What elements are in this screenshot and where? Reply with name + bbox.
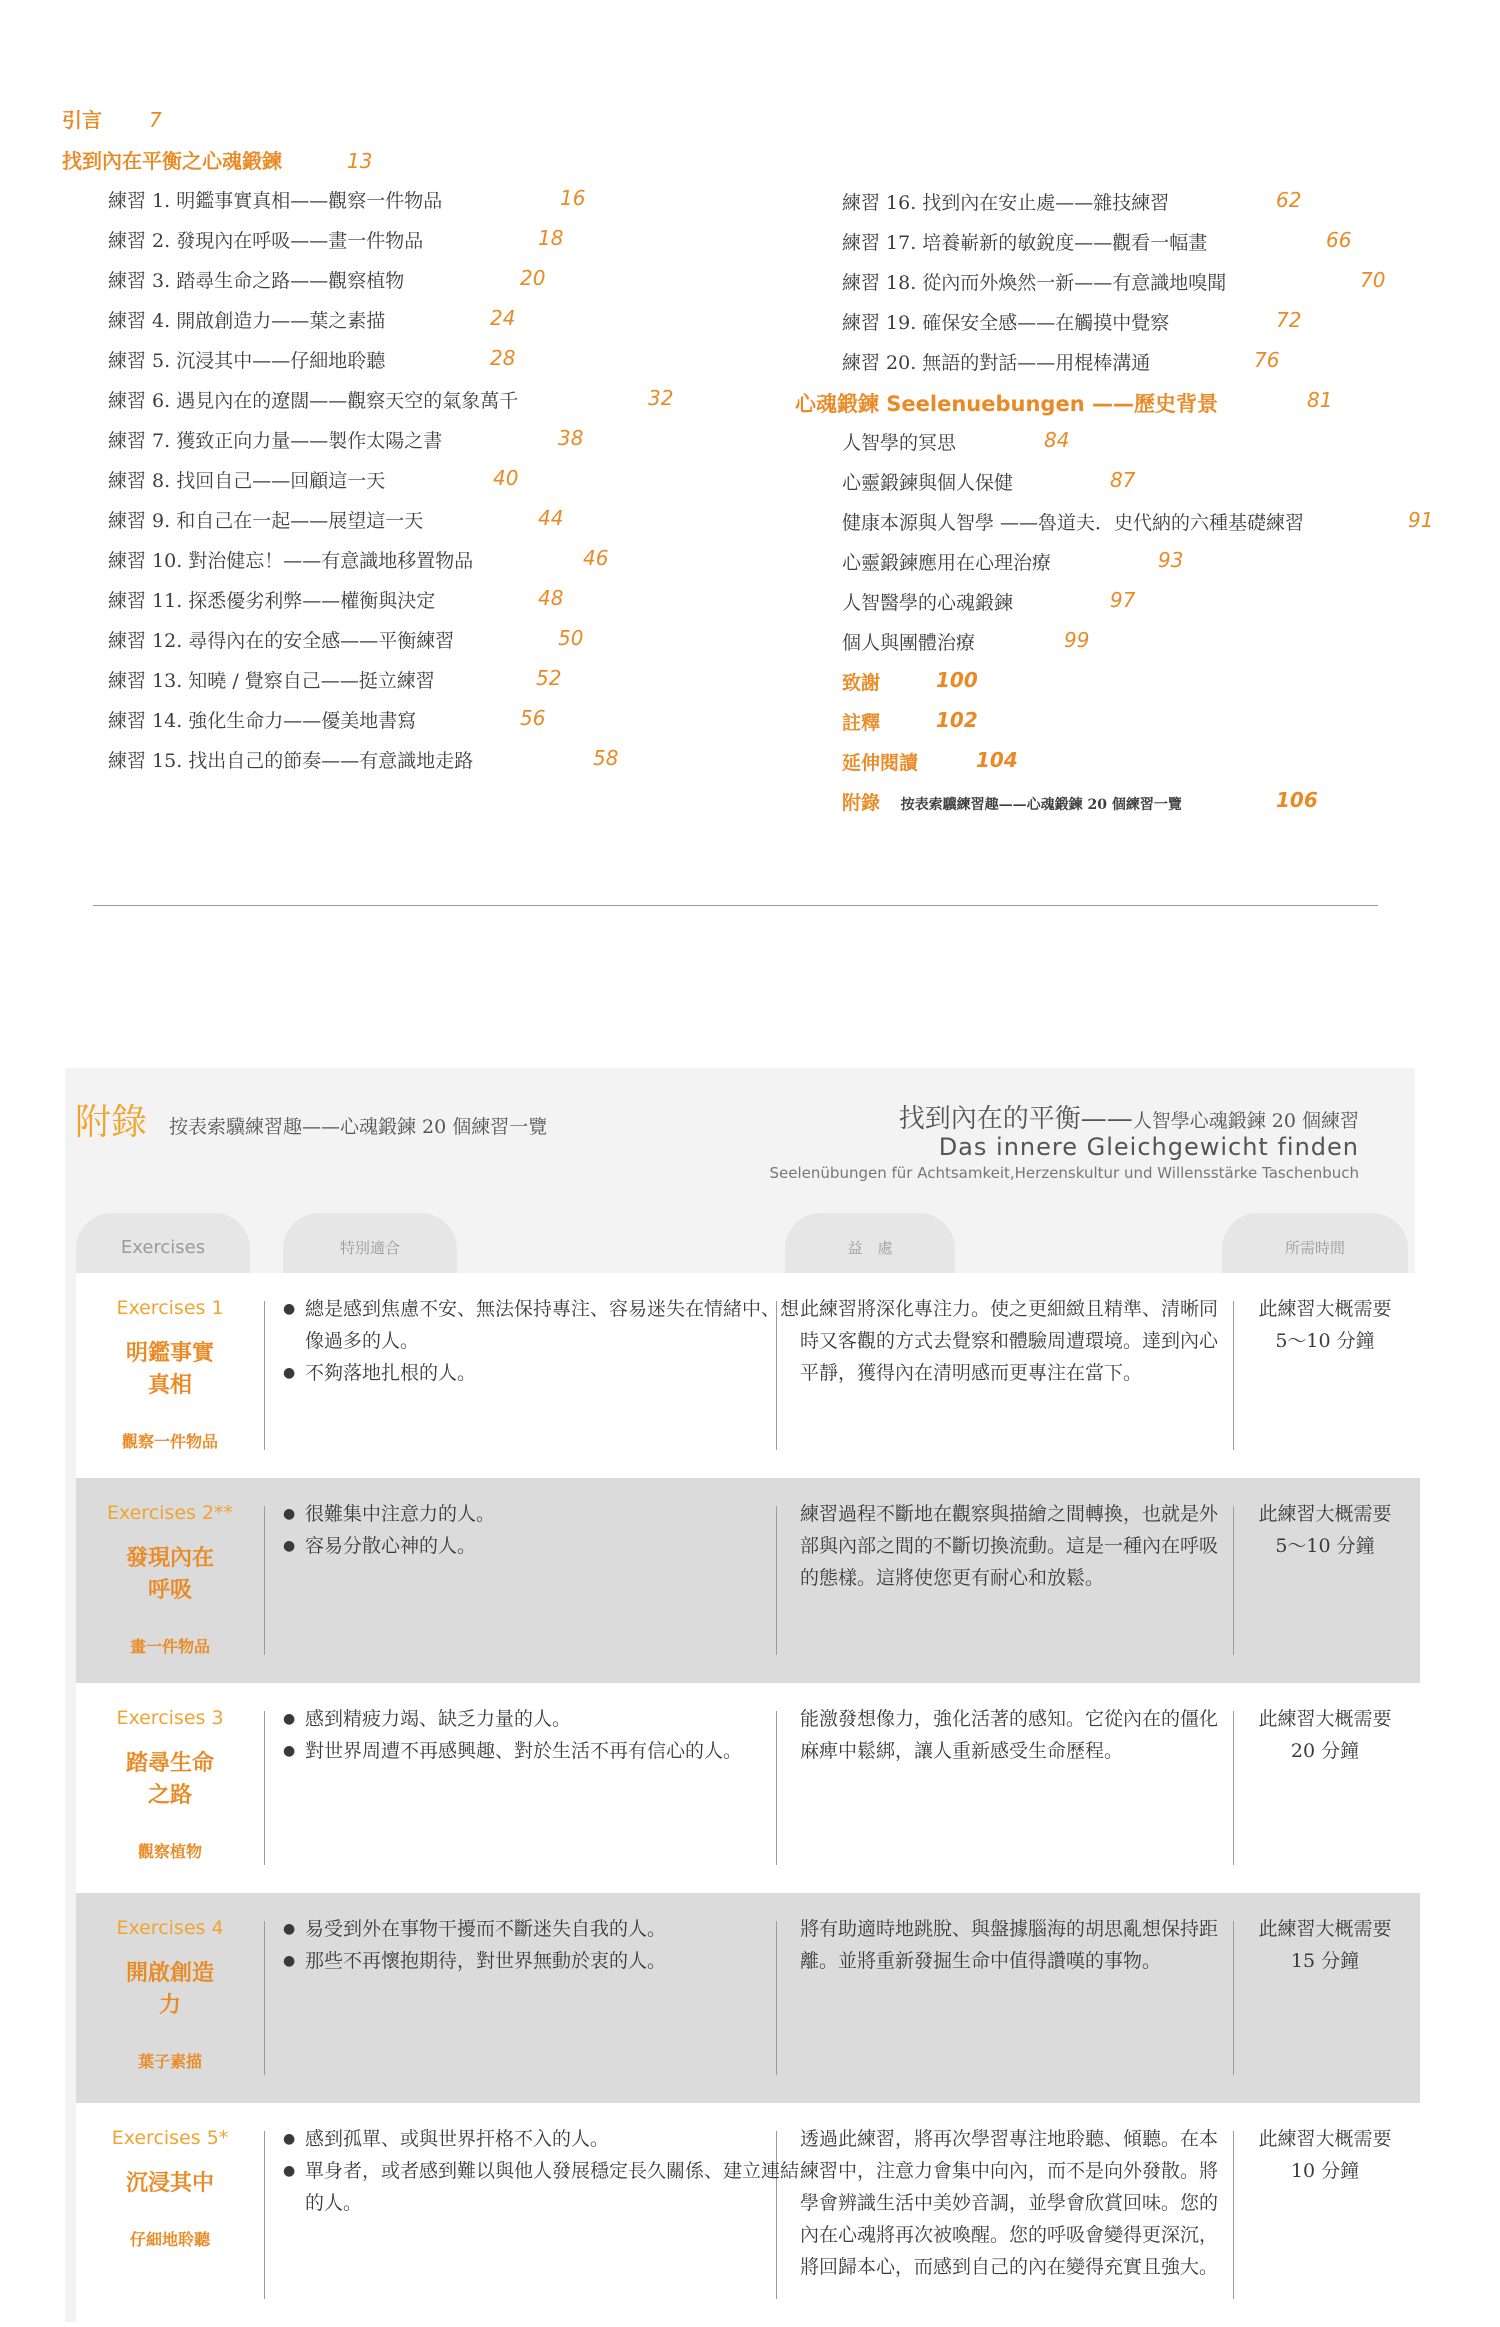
toc-left-item[interactable]: [108, 346, 516, 373]
time-cell: 此練習大概需要 5～10 分鐘: [1258, 1503, 1392, 1557]
toc-left-item-page: 20: [520, 266, 546, 290]
toc-section1-page: 13: [346, 149, 373, 173]
toc-right-item-page: 62: [1276, 188, 1302, 212]
toc-right-item[interactable]: [842, 228, 1352, 255]
suitable-bullet: ● 那些不再懷抱期待，對世界無動於衷的人。: [283, 1945, 803, 1977]
toc-left-item[interactable]: [108, 746, 619, 773]
header-exercises: Exercises: [76, 1213, 250, 1273]
table-row: [76, 1683, 1420, 1893]
toc-section2-item[interactable]: [842, 548, 1184, 575]
header-suitable: 特別適合: [283, 1213, 457, 1273]
toc-extra-item[interactable]: [842, 748, 1018, 775]
suitable-bullet: ● 很難集中注意力的人。: [283, 1498, 803, 1530]
toc-right-item-page: 76: [1254, 348, 1280, 372]
exercise-title: 明鑑事實真相: [125, 1340, 214, 1398]
toc-left-item-page: 58: [593, 746, 619, 770]
suitable-bullet: ● 不夠落地扎根的人。: [283, 1357, 803, 1389]
header-time: 所需時間: [1222, 1213, 1408, 1273]
toc-left-item-label: 練習 9. 和自己在一起——展望這一天: [108, 510, 424, 532]
toc-left-item[interactable]: [108, 666, 562, 693]
benefit-cell: 此練習將深化專注力。使之更細緻且精準、清晰同時又客觀的方式去覺察和體驗周遭環境。達到內心平靜，獲得內在清明感而更專注在當下。: [800, 1298, 1219, 1384]
toc-section2-item-page: 87: [1110, 468, 1136, 492]
toc-left-item[interactable]: [108, 426, 584, 453]
toc-intro-page: 7: [148, 108, 162, 132]
toc-left-item-label: 練習 6. 遇見內在的遼闊——觀察天空的氣象萬千: [108, 390, 519, 412]
column-divider: [264, 1921, 265, 2075]
toc-extra-item-page: 104: [976, 748, 1018, 772]
exercise-number: Exercises 2**: [106, 1502, 234, 1524]
suitable-bullet: ● 感到精疲力竭、缺乏力量的人。: [283, 1703, 803, 1735]
toc-left-item-page: 46: [583, 546, 609, 570]
toc-section2-item[interactable]: [842, 508, 1434, 535]
toc-left-item[interactable]: [108, 186, 586, 213]
exercise-cell: [76, 1478, 264, 1657]
toc-intro-label: 引言: [62, 108, 102, 132]
toc-left-item-page: 38: [558, 426, 584, 450]
suitable-bullet: ● 容易分散心神的人。: [283, 1530, 803, 1562]
toc-left-item[interactable]: [108, 706, 546, 733]
exercise-cell: [76, 1273, 264, 1452]
toc-section2-item-page: 84: [1044, 428, 1070, 452]
toc-extra-item-label: 註釋: [842, 712, 881, 734]
toc-section2-page: 81: [1307, 388, 1333, 412]
toc-left-item[interactable]: [108, 626, 584, 653]
exercise-title: 踏尋生命之路: [125, 1750, 214, 1808]
exercise-cell: [76, 1683, 264, 1862]
toc-left-item-page: 40: [493, 466, 519, 490]
table-of-contents: [0, 0, 1500, 920]
toc-left-item-page: 44: [538, 506, 564, 530]
divider-line: [93, 905, 1378, 906]
benefit-cell: 透過此練習，將再次學習專注地聆聽、傾聽。在本練習中，注意力會集中向內，而不是向外發散。將學會辨識生活中美妙音調，並學會欣賞回味。您的內在心魂將再次被喚醒。您的呼吸會變得更深沉，將回歸本心，而感到自己的內在變得充實且強大。: [800, 2128, 1219, 2278]
toc-left-item-page: 32: [648, 386, 674, 410]
benefit-cell: 能激發想像力，強化活著的感知。它從內在的僵化麻痺中鬆綁，讓人重新感受生命歷程。: [800, 1708, 1219, 1762]
toc-intro[interactable]: [62, 104, 162, 133]
toc-left-item-label: 練習 8. 找回自己——回顧這一天: [108, 470, 386, 492]
toc-right-item[interactable]: [842, 348, 1280, 375]
exercise-subtitle: 觀察植物: [137, 1842, 202, 1861]
toc-left-item-page: 16: [560, 186, 586, 210]
exercise-subtitle: 畫一件物品: [129, 1637, 210, 1656]
toc-section2-item-label: 個人與團體治療: [842, 632, 976, 654]
toc-section2-label: 心魂鍛鍊 Seelenuebungen ——歷史背景: [795, 392, 1218, 416]
column-divider: [264, 1506, 265, 1655]
toc-left-item-label: 練習 14. 強化生命力——優美地書寫: [108, 710, 417, 732]
toc-left-item-label: 練習 7. 獲致正向力量——製作太陽之書: [108, 430, 443, 452]
toc-left-item-label: 練習 3. 踏尋生命之路——觀察植物: [108, 270, 405, 292]
exercise-title: 開啟創造力: [125, 1960, 214, 2018]
time-cell: 此練習大概需要 5～10 分鐘: [1258, 1298, 1392, 1352]
toc-left-item-page: 48: [538, 586, 564, 610]
toc-section2-item-label: 健康本源與人智學 ——魯道夫．史代納的六種基礎練習: [842, 512, 1305, 534]
toc-right-item-label: 練習 19. 確保安全感——在觸摸中覺察: [842, 312, 1170, 334]
toc-left-item[interactable]: [108, 546, 609, 573]
toc-left-item-page: 18: [538, 226, 564, 250]
benefit-cell: 練習過程不斷地在觀察與描繪之間轉換，也就是外部與內部之間的不斷切換流動。這是一種內在呼吸的態樣。這將使您更有耐心和放鬆。: [800, 1503, 1219, 1589]
exercise-subtitle: 觀察一件物品: [121, 1432, 218, 1451]
toc-right-item[interactable]: [842, 268, 1386, 295]
toc-left-item-label: 練習 15. 找出自己的節奏——有意識地走路: [108, 750, 474, 772]
toc-left-item-page: 56: [520, 706, 546, 730]
table-row: [76, 1478, 1420, 1683]
toc-section1[interactable]: [62, 145, 372, 174]
exercise-number: Exercises 4: [116, 1917, 224, 1939]
toc-left-item-label: 練習 5. 沉浸其中——仔細地聆聽: [108, 350, 386, 372]
toc-left-item[interactable]: [108, 466, 519, 493]
toc-left-item[interactable]: [108, 386, 674, 413]
toc-extra-item-label: 致謝: [842, 672, 881, 694]
column-divider: [264, 1711, 265, 1865]
german-subtitle: Seelenübungen für Achtsamkeit,Herzenskultur und Willensstärke Taschenbuch: [769, 1164, 1359, 1182]
exercise-subtitle: 葉子素描: [137, 2052, 202, 2071]
toc-extra-item[interactable]: [842, 668, 978, 695]
appendix-title: 附錄: [75, 1102, 148, 1143]
toc-section2-item[interactable]: [842, 588, 1136, 615]
suitable-bullet: ● 感到孤單、或與世界扞格不入的人。: [283, 2123, 803, 2155]
toc-left-item[interactable]: [108, 226, 564, 253]
toc-section2-item[interactable]: [842, 428, 1070, 455]
toc-section2-item[interactable]: [842, 468, 1136, 495]
suitable-cell: [283, 1498, 803, 1562]
column-divider: [264, 2131, 265, 2299]
exercise-number: Exercises 5*: [111, 2127, 229, 2149]
toc-left-item-page: 28: [490, 346, 516, 370]
toc-right-item-page: 72: [1276, 308, 1302, 332]
exercise-title: 沉浸其中: [125, 2170, 214, 2196]
toc-right-item[interactable]: [842, 188, 1302, 215]
suitable-bullet: ● 對世界周遭不再感興趣、對於生活不再有信心的人。: [283, 1735, 803, 1767]
table-row: [76, 2103, 1420, 2327]
toc-left-item-page: 50: [558, 626, 584, 650]
suitable-bullet: ● 易受到外在事物干擾而不斷迷失自我的人。: [283, 1913, 803, 1945]
toc-extra-item-label: 延伸閱讀: [842, 752, 919, 774]
toc-left-item[interactable]: [108, 266, 546, 293]
toc-section1-label: 找到內在平衡之心魂鍛鍊: [62, 149, 282, 173]
toc-extra-item-page: 100: [936, 668, 978, 692]
toc-left-item[interactable]: [108, 306, 516, 333]
exercise-cell: [76, 2103, 264, 2250]
time-cell: 此練習大概需要 15 分鐘: [1258, 1918, 1392, 1972]
toc-left-item-page: 24: [490, 306, 516, 330]
toc-right-item-page: 70: [1360, 268, 1386, 292]
header-benefits: 益 處: [785, 1213, 955, 1273]
exercise-subtitle: 仔細地聆聽: [129, 2230, 210, 2249]
toc-left-item-label: 練習 2. 發現內在呼吸——畫一件物品: [108, 230, 424, 252]
suitable-cell: [283, 1293, 803, 1389]
toc-extra-item-page: 102: [936, 708, 978, 732]
table-row: [76, 1893, 1420, 2103]
toc-section2[interactable]: [795, 388, 1333, 418]
book-title-main: 找到內在的平衡——: [898, 1104, 1133, 1134]
book-title: [899, 1098, 1359, 1135]
toc-section2-item-page: 97: [1110, 588, 1136, 612]
toc-right-item-label: 練習 18. 從內而外煥然一新——有意識地嗅聞: [842, 272, 1227, 294]
toc-left-item-label: 練習 1. 明鑑事實真相——觀察一件物品: [108, 190, 443, 212]
toc-right-item-label: 練習 17. 培養嶄新的敏銳度——觀看一幅畫: [842, 232, 1208, 254]
toc-right-item[interactable]: [842, 308, 1302, 335]
toc-left-item-label: 練習 13. 知曉 / 覺察自己——挺立練習: [108, 670, 435, 692]
german-title: Das innere Gleichgewicht finden: [938, 1133, 1359, 1161]
toc-appendix-line[interactable]: [842, 788, 1318, 815]
toc-extra-item[interactable]: [842, 708, 978, 735]
toc-section2-item-page: 91: [1408, 508, 1434, 532]
toc-section2-item-label: 人智醫學的心魂鍛鍊: [842, 592, 1014, 614]
suitable-bullet: ● 單身者，或者感到難以與他人發展穩定長久關係、建立連結的人。: [283, 2155, 803, 2219]
toc-section2-item[interactable]: [842, 628, 1090, 655]
exercise-cell: [76, 1893, 264, 2072]
toc-left-item[interactable]: [108, 506, 564, 533]
table-row: [76, 1273, 1420, 1478]
toc-left-item[interactable]: [108, 586, 564, 613]
suitable-cell: [283, 2123, 803, 2219]
appendix-panel: [65, 1068, 1415, 2322]
toc-left-item-label: 練習 12. 尋得內在的安全感——平衡練習: [108, 630, 455, 652]
benefit-cell: 將有助適時地跳脫、與盤據腦海的胡思亂想保持距離。並將重新發掘生命中值得讚嘆的事物。: [800, 1918, 1219, 1972]
toc-appendix-label: 附錄: [842, 792, 881, 814]
suitable-cell: [283, 1703, 803, 1767]
appendix-subtitle: 按表索驥練習趣——心魂鍛鍊 20 個練習一覽: [169, 1116, 548, 1138]
exercise-number: Exercises 3: [116, 1707, 224, 1729]
toc-left-item-page: 52: [536, 666, 562, 690]
time-cell: 此練習大概需要 20 分鐘: [1258, 1708, 1392, 1762]
toc-right-item-label: 練習 16. 找到內在安止處——雜技練習: [842, 192, 1170, 214]
book-title-small: 人智學心魂鍛鍊 20 個練習: [1132, 1110, 1359, 1132]
toc-left-item-label: 練習 4. 開啟創造力——葉之素描: [108, 310, 386, 332]
exercise-number: Exercises 1: [116, 1297, 224, 1319]
toc-right-item-page: 66: [1326, 228, 1352, 252]
toc-section2-item-label: 心靈鍛鍊應用在心理治療: [842, 552, 1052, 574]
time-cell: 此練習大概需要 10 分鐘: [1258, 2128, 1392, 2182]
exercise-title: 發現內在呼吸: [125, 1545, 214, 1603]
toc-section2-item-label: 人智學的冥思: [842, 432, 957, 454]
toc-appendix-desc: 按表索驥練習趣——心魂鍛鍊 20 個練習一覽: [900, 797, 1182, 813]
suitable-bullet: ● 總是感到焦慮不安、無法保持專注、容易迷失在情緒中、想像過多的人。: [283, 1293, 803, 1357]
toc-section2-item-label: 心靈鍛鍊與個人保健: [842, 472, 1014, 494]
toc-left-item-label: 練習 10. 對治健忘！——有意識地移置物品: [108, 550, 474, 572]
toc-section2-item-page: 99: [1064, 628, 1090, 652]
toc-left-item-label: 練習 11. 探悉優劣利弊——權衡與決定: [108, 590, 436, 612]
toc-appendix-page: 106: [1276, 788, 1318, 812]
suitable-cell: [283, 1913, 803, 1977]
column-divider: [264, 1301, 265, 1450]
toc-section2-item-page: 93: [1158, 548, 1184, 572]
toc-right-item-label: 練習 20. 無語的對話——用棍棒溝通: [842, 352, 1151, 374]
